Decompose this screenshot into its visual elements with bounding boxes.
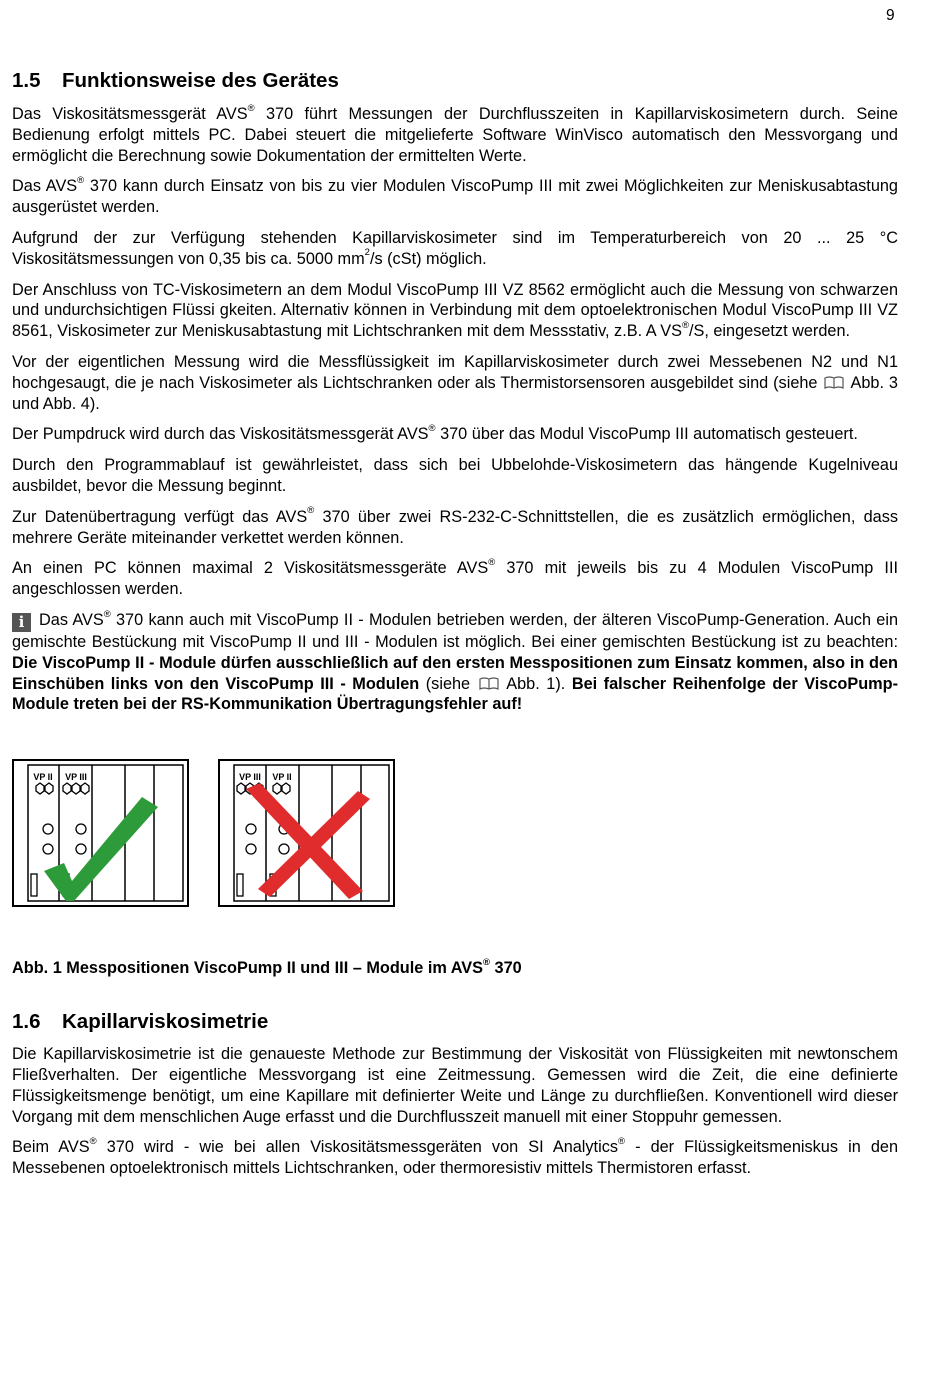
section-heading-1-5 bbox=[12, 68, 898, 94]
slot-label: VP III bbox=[239, 772, 261, 783]
slot-label: VP III bbox=[65, 772, 87, 783]
paragraph: Beim AVS® 370 wird - wie bei allen Viskositätsmessgeräten von SI Analytics® - der Flüssigkeitsmeniskus in den Messebenen optoelektronisch mittels Lichtschranken, oder thermoresistiv mittels Thermistoren erfasst. bbox=[12, 1135, 898, 1178]
paragraph: An einen PC können maximal 2 Viskositätsmessgeräte AVS® 370 mit jeweils bis zu 4 Modulen ViscoPump III angeschlossen werden. bbox=[12, 556, 898, 599]
note-text: Das AVS® 370 kann auch mit ViscoPump II - Modulen betrieben werden, der älteren ViscoPump-Generation. Auch ein gemischte Bestückung mit ViscoPump II und III - Modulen ist möglich. Bei einer gemischten Bestückung ist zu beachten: bbox=[12, 608, 899, 651]
info-icon: i bbox=[12, 613, 31, 632]
section-number: 1.5 bbox=[12, 69, 41, 92]
page-number: 9 bbox=[886, 7, 895, 24]
paragraph: Vor der eigentlichen Messung wird die Messflüssigkeit im Kapillarviskosimeter durch zwei Messebenen N2 und N1 hochgesaugt, die je nach Viskosimeter als Lichtschranken oder als Thermistorsensoren ausgebildet sind (siehe Abb. 3 und Abb. 4). bbox=[12, 352, 898, 413]
correct-order-illustration bbox=[12, 759, 190, 909]
page-content bbox=[12, 68, 898, 1189]
note-warning-bold: Die ViscoPump II - Module dürfen ausschließlich auf den ersten Messpositionen zum Einsatz kommen, also in den Einschüben links von den ViscoPump III - Modulen bbox=[12, 653, 898, 693]
book-icon bbox=[824, 376, 844, 389]
paragraph: Das Viskositätsmessgerät AVS® 370 führt Messungen der Durchflusszeiten in Kapillarviskosimetern durch. Seine Bedienung erfolgt mittels PC. Dabei steuert die mitgelieferte Software WinVisco automatisch den Messvorgang und ermöglicht die Berechnung sowie Dokumentation der ermittelten Werte. bbox=[12, 102, 898, 165]
section-title: Kapillarviskosimetrie bbox=[62, 1010, 269, 1034]
section-number: 1.6 bbox=[12, 1010, 41, 1034]
paragraph: Aufgrund der zur Verfügung stehenden Kapillarviskosimeter sind im Temperaturbereich von 20 ... 25 °C Viskositätsmessungen von 0,35 bis ca. 5000 $mm^2/s$ (cSt) möglich. bbox=[12, 228, 898, 268]
paragraph: Die Kapillarviskosimetrie ist die genaueste Methode zur Bestimmung der Viskosität von Flüssigkeiten mit newtonschem Fließverhalten. Der eigentliche Messvorgang ist eine Zeitmessung. Gemessen wird die Zeit, die eine definierte Flüssigkeitsmenge benötigt, um eine Kapillare mit definierter Weite und Länge zu durchfließen. Konventionell wird dieser Vorgang mit dem menschlichen Auge erfasst und die Durchflusszeit manuell mit einer Stoppuhr gemessen. bbox=[12, 1045, 898, 1126]
section-heading-1-6 bbox=[12, 1009, 898, 1035]
note-error-bold: Bei falscher Reihenfolge der ViscoPump-Module treten bei der RS-Kommunikation Übertragungsfehler auf! bbox=[12, 674, 898, 714]
note-reference: (siehe Abb. 1). bbox=[419, 674, 572, 693]
slot-label: VP II bbox=[272, 772, 292, 783]
info-note bbox=[12, 610, 898, 715]
figure-caption: Abb. 1 Messpositionen ViscoPump II und III – Module im AVS® 370 bbox=[12, 956, 522, 978]
slot-label: VP II bbox=[33, 772, 53, 783]
wrong-order-illustration bbox=[218, 759, 396, 909]
paragraph: Der Pumpdruck wird durch das Viskositätsmessgerät AVS® 370 über das Modul ViscoPump III automatisch gesteuert. bbox=[12, 422, 858, 444]
figure-module-positions bbox=[12, 759, 898, 919]
paragraph: Der Anschluss von TC-Viskosimetern an dem Modul ViscoPump III VZ 8562 ermöglicht auch die Messung von schwarzen und undurchsichtigen Flüssi gkeiten. Alternativ können in Verbindung mit dem optoelektronischen Modul ViscoPump III VZ 8561, Viskosimeter zur Meniskusabtastung mit Lichtschranken mit dem Messstativ, z.B. A VS®/S, eingesetzt werden. bbox=[12, 280, 898, 341]
paragraph: Das AVS® 370 kann durch Einsatz von bis zu vier Modulen ViscoPump III mit zwei Möglichkeiten zur Meniskusabtastung ausgerüstet werden. bbox=[12, 174, 898, 217]
section-title: Funktionsweise des Gerätes bbox=[62, 69, 339, 92]
book-icon bbox=[479, 677, 499, 690]
paragraph: Durch den Programmablauf ist gewährleistet, dass sich bei Ubbelohde-Viskosimetern das hängende Kugelniveau ausbildet, bevor die Messung beginnt. bbox=[12, 456, 898, 495]
paragraph: Zur Datenübertragung verfügt das AVS® 370 über zwei RS-232-C-Schnittstellen, die es zusätzlich ermöglichen, dass mehrere Geräte miteinander verkettet werden können. bbox=[12, 505, 898, 547]
